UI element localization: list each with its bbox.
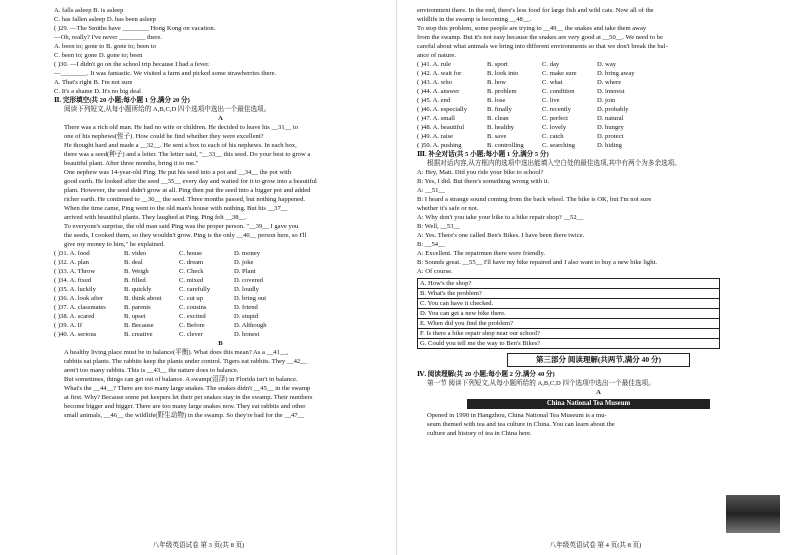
option-q: ( )44. A. answer [417,88,460,95]
dialogue-line: whether it's safe or not. [417,205,479,212]
option-row [54,267,387,276]
option-d: D. bring away [597,70,635,77]
choice-line: F. Is there a bike repair shop near our school? [418,329,719,339]
option-c: C. house [179,250,203,257]
museum-photo [726,495,780,533]
page-footer: 八年级英语试卷 第 4 页(共 8 页) [549,542,642,549]
option-row [417,141,780,150]
passage-line: small animals, __46__ the wildlife(野生动物) in the swamp. So they're bad for the __47__ [64,412,305,419]
question-block-29-30 [54,6,387,96]
option-row [417,114,780,123]
choice-line: A. How's the shop? [418,279,719,289]
option-row [417,96,780,105]
option-row [417,87,780,96]
section-instruction: 阅读下列短文,从每小题所给的 A,B,C,D 四个选项中选出一个最佳选项。 [64,106,271,113]
reading-label-a: A [596,389,601,396]
option-b: B. Weigh [124,268,149,275]
dialogue-line: A: Hey, Matt. Did you ride your bike to school? [417,169,544,176]
dialogue-line: B: __54__ [417,241,445,248]
option-row [417,69,780,78]
option-q: ( )48. A. beautiful [417,124,465,131]
text-line: A. been to; gone to B. gone to; been to [54,43,157,50]
passage-line: careful about what animals we bring into different environments so that we don't break the bal- [417,43,668,50]
passage-line: To stop this problem, some people are trying to __49__ the snakes and take them away [417,25,647,32]
text-line: A. That's right B. I'm not sure [54,79,133,86]
option-c: C. Before [179,322,205,329]
dialogue-line: B: Sounds great. __55__ I'll have my bike repaired and I also want to buy a new bike light. [417,259,657,266]
passage-line: give my money to him," he explained. [64,241,165,248]
options-31-40 [54,249,387,339]
museum-title: China National Tea Museum [467,399,710,409]
reading-instruction: 第一节 阅读下列短文,从每小题所给的 A,B,C,D 四个选项中选出一个最佳选项。 [427,380,655,387]
option-d: D. covered [234,277,263,284]
passage-b-continued [417,6,780,60]
choice-line: E. When did you find the problem? [418,319,719,329]
museum-line: Opened in 1990 in Hangzhou, China National Tea Museum is a mu- [427,412,607,419]
section-title-dialogue: Ⅲ. 补全对话(共 5 小题;每小题 1 分,满分 5 分) [417,151,549,158]
option-row [54,258,387,267]
option-b: B. creative [124,331,153,338]
passage-line: A healthy living place must be in balance(平衡). What does this mean? As a __41__, [64,349,289,356]
option-row [54,249,387,258]
option-row [417,105,780,114]
option-c: C. perfect [542,115,568,122]
part-banner: 第三部分 阅读理解(共两节,满分 40 分) [507,353,690,367]
passage-line: richer earth. He continued to __36__ the seed. Three months passed, but nothing happened. [64,196,306,203]
option-c: C. excited [179,313,206,320]
passage-line: To everyone's surprise, the old man said Ping was the proper person. "__39__ I gave you [64,223,299,230]
dialogue-line: B: Yes, I did. But there's something wrong with it. [417,178,550,185]
option-q: ( )49. A. raise [417,133,454,140]
text-line: —Oh, really? I've never ________ there. [54,34,162,41]
dialogue-line: A: __51__ [417,187,446,194]
option-c: C. carefully [179,286,211,293]
text-line: ( )30. —I didn't go on the school trip because I had a fever. [54,61,210,68]
option-b: B. lose [487,97,506,104]
option-q: ( )34. A. fixed [54,277,92,284]
option-q: ( )31. A. food [54,250,90,257]
passage-line: He thought hard and made a __32__. He sent a box to each of his nephews. In each box, [64,142,297,149]
option-row [417,60,780,69]
option-d: D. stupid [234,313,259,320]
option-q: ( )47. A. small [417,115,455,122]
choice-line: D. You can get a new bike there. [418,309,719,319]
option-d: D. money [234,250,261,257]
dialogue-line: B: I heard a strange sound coming from the back wheel. The bike is OK, but I'm not sure [417,196,652,203]
passage-line: When the time came, Ping went to the old man's house with nothing. But his __37__ [64,205,288,212]
passage-line: wildlife in the swamp is becoming __48__. [417,16,532,23]
option-b: B. video [124,250,147,257]
option-row [417,78,780,87]
option-b: B. healthy [487,124,515,131]
option-d: D. probably [597,106,629,113]
passage-line: plant. However, the seed didn't grow at all. Ping then put the seed into a bigger pot and added [64,187,311,194]
option-d: D. natural [597,115,624,122]
option-q: ( )42. A. wait for [417,70,462,77]
option-q: ( )46. A. especially [417,106,467,113]
section-title-cloze: Ⅱ. 完形填空(共 20 小题;每小题 1 分,满分 20 分) [54,97,190,104]
option-b: B. parents [124,304,151,311]
option-row [54,303,387,312]
passage-line: from the swamp. But it's not easy because the snakes are very good at __50__. We need to be [417,34,663,41]
option-b: B. look into [487,70,519,77]
page-footer: 八年级英语试卷 第 3 页(共 8 页) [152,542,245,549]
option-d: D. protect [597,133,624,140]
choice-line: G. Could you tell me the way to Ben's Bikes? [420,340,541,347]
option-row [54,294,387,303]
option-row [417,132,780,141]
option-c: C. mixed [179,277,204,284]
text-line: C. It's a shame D. It's no big deal [54,88,141,95]
option-row [54,312,387,321]
passage-line: beautiful plant. After three months, bring it to me." [64,160,199,167]
option-d: D. hungry [597,124,624,131]
passage-line: rabbits eat plants. The rabbits keep the plants under control. Tigers eat rabbits. They __42__ [64,358,307,365]
option-row [417,123,780,132]
option-c: C. what [542,79,563,86]
passage-line: the seeds, I cooked them, so they wouldn't grow. Ping is the only __40__ person here, so I'll [64,232,307,239]
option-c: C. lovely [542,124,567,131]
passage-line: become bigger and bigger. There are too many large snakes now. They eat rabbits and other [64,403,306,410]
option-c: C. searching [542,142,575,149]
passage-line: But sometimes, things can get out of balance. A swamp(沼泽) in Florida isn't in balance. [64,376,298,383]
option-d: D. where [597,79,622,86]
dialogue [417,168,780,276]
text-line: C. has fallen asleep D. has been asleep [54,16,156,23]
option-q: ( )45. A. end [417,97,451,104]
dialogue-line: A: Of course. [417,268,453,275]
option-q: ( )40. A. serious [54,331,97,338]
option-d: D. Although [234,322,267,329]
option-b: B. filled [124,277,146,284]
museum-line: seum themed with tea and tea culture in China. You can learn about the [427,421,615,428]
museum-text [417,411,780,438]
option-q: ( )37. A. classmates [54,304,106,311]
option-b: B. clean [487,115,509,122]
option-b: B. problem [487,88,517,95]
option-b: B. quickly [124,286,152,293]
option-c: C. day [542,61,560,68]
choice-line: C. You can have it checked. [418,299,719,309]
option-d: D. interest [597,88,625,95]
page-4 [397,0,794,555]
option-row [54,276,387,285]
option-c: C. cut up [179,295,203,302]
option-b: B. sport [487,61,508,68]
option-row [54,330,387,339]
option-d: D. loudly [234,286,259,293]
options-41-50 [417,60,780,150]
dialogue-line: B: Well, __53__ [417,223,461,230]
option-b: B. save [487,133,507,140]
option-c: C. Check [179,268,204,275]
museum-line: culture and history of tea in China here. [427,430,532,437]
option-d: D. joke [234,259,254,266]
option-c: C. condition [542,88,575,95]
option-b: B. finally [487,106,512,113]
passage-line: arrived with beautiful plants. They laughed at Ping. Ping felt __38__. [64,214,247,221]
option-row [54,321,387,330]
option-c: C. dream [179,259,204,266]
text-line: A. falls asleep B. is asleep [54,7,124,14]
option-q: ( )36. A. look after [54,295,104,302]
passage-line: environment there. In the end, there's less food for large fish and wild cats. Now all of the [417,7,654,14]
option-b: B. upset [124,313,146,320]
option-b: B. controlling [487,142,524,149]
passage-line: one of his nephews(侄子). How could he find whether they were excellent? [64,133,264,140]
passage-line: good earth. He looked after the seed __35__ every day and waited for it to grow into a beautiful [64,178,317,185]
option-c: C. cousins [179,304,207,311]
option-q: ( )35. A. luckily [54,286,96,293]
option-row [54,285,387,294]
passage-line: at first. Why? Because some pet keepers let their pet snakes stay in the swamp. Their numbers [64,394,313,401]
passage-line: aren't too many rabbits. This is __43__ the nature does to balance. [64,367,239,374]
passage-label-a: A [218,115,223,122]
option-q: ( )41. A. rule [417,61,451,68]
option-c: C. clever [179,331,203,338]
passage-line: ance of nature. [417,52,456,59]
passage-line: What's the __44__? There are too many large snakes. The snakes didn't __45__ in the swamp [64,385,311,392]
option-q: ( )32. A. plan [54,259,89,266]
choices-box [417,278,720,349]
text-line: ( )29. —The Smiths have ________ Hong Kong on vacation. [54,25,216,32]
dialogue-line: A: Why don't you take your bike to a bike repair shop? __52__ [417,214,584,221]
passage-b [54,348,387,420]
section-instruction: 根据对话内容,从方框内的选项中选出能填入空白处的最佳选项,其中有两个为多余选项。 [427,160,681,167]
option-q: ( )38. A. scared [54,313,95,320]
option-q: ( )50. A. pushing [417,142,462,149]
option-q: ( )33. A. Throw [54,268,96,275]
passage-line: One nephew was 14-year-old Ping. He put his seed into a pot and __34__ the pot with [64,169,292,176]
text-line: —________. It was fantastic. We visited a farm and picked some strawberries there. [54,70,277,77]
option-d: D. join [597,97,616,104]
passage-label-b: B [218,340,223,347]
text-line: C. been to; gone D. gone to; been [54,52,143,59]
dialogue-line: A: Excellent. The repairmen there were friendly. [417,250,545,257]
option-d: D. Plant [234,268,256,275]
option-c: C. recently [542,106,571,113]
option-d: D. hiding [597,142,622,149]
passage-line: there was a seed(种子) and a letter. The letter said, "__33__ this seed. Do your best to grow a [64,151,311,158]
option-q: ( )43. A. who [417,79,452,86]
option-d: D. way [597,61,617,68]
dialogue-line: A: Yes. There's one called Ben's Bikes. I have been there twice. [417,232,585,239]
passage-a [54,123,387,249]
option-d: D. bring out [234,295,267,302]
option-b: B. deal [124,259,143,266]
option-d: D. friend [234,304,258,311]
option-d: D. honest [234,331,260,338]
option-c: C. catch [542,133,564,140]
choice-line: B. What's the problem? [418,289,719,299]
passage-line: There was a rich old man. He had no wife or children. He decided to leave his __31__ to [64,124,299,131]
option-b: B. how [487,79,507,86]
option-b: B. Because [124,322,154,329]
option-b: B. think about [124,295,162,302]
section-title-reading: Ⅳ. 阅读理解(共 20 小题;每小题 2 分,满分 40 分) [417,371,555,378]
option-q: ( )39. A. If [54,322,83,329]
option-c: C. live [542,97,560,104]
option-c: C. make sure [542,70,577,77]
